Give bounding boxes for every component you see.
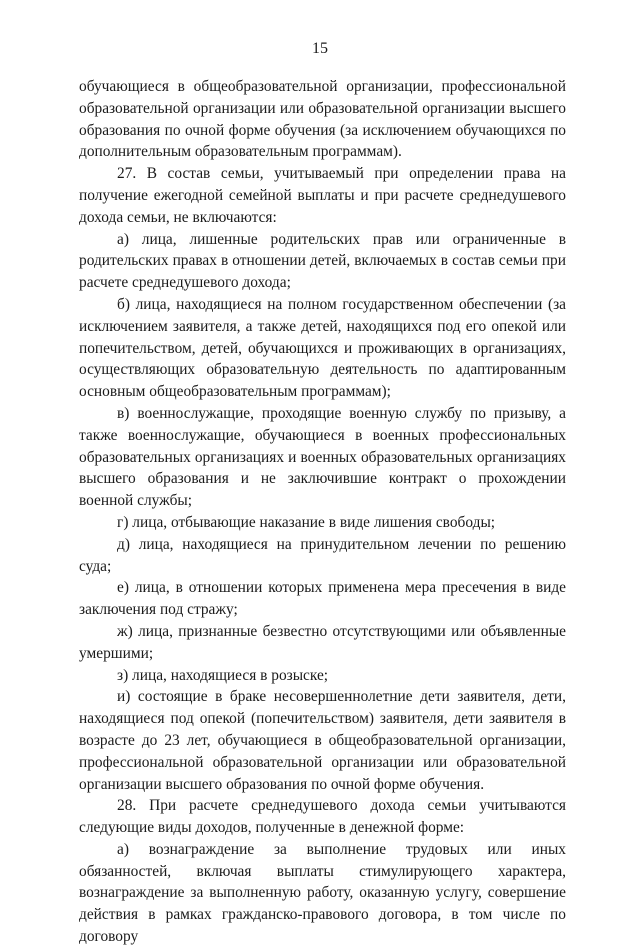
paragraph-subitem-z: з) лица, находящиеся в розыске; (117, 666, 329, 684)
page-number: 15 (312, 40, 328, 57)
paragraph-subitem-d: д) лица, находящиеся на принудительном лечении по решению суда; (79, 535, 566, 575)
document-body (79, 76, 566, 948)
paragraph-subitem-b: б) лица, находящиеся на полном государственном обеспечении (за исключением заявителя, а также детей, находящихся под его опекой или попечительством, детей, обучающихся и проживающих в организациях, осуществляющих образовательную деятельность по адаптированным основным общеобразовательным программам); (79, 295, 566, 401)
paragraph-continuation: обучающиеся в общеобразовательной организации, профессиональной образовательной организации или образовательной организации высшего образования по очной форме обучения (за исключением обучающихся по дополнительным образовательным программам). (79, 78, 566, 161)
paragraph-subitem-a: а) лица, лишенные родительских прав или ограниченные в родительских правах в отношении детей, включаемых в состав семьи при расчете среднедушевого дохода; (79, 230, 566, 292)
paragraph-subitem-i: и) состоящие в браке несовершеннолетние дети заявителя, дети, находящиеся под опекой (попечительством) заявителя, дети заявителя в возрасте до 23 лет, обучающиеся в общеобразовательной организации, профессиональной образовательной организации или образовательной организации высшего образования по очной форме обучения. (79, 688, 566, 793)
paragraph-item-28: 28. При расчете среднедушевого дохода семьи учитываются следующие виды доходов, полученные в денежной форме: (79, 797, 566, 837)
paragraph-subitem-e: е) лица, в отношении которых применена мера пресечения в виде заключения под стражу; (79, 579, 566, 619)
paragraph-subitem-g: г) лица, отбывающие наказание в виде лишения свободы; (117, 513, 496, 531)
paragraph-item-27: 27. В состав семьи, учитываемый при определении права на получение ежегодной семейной выплаты и при расчете среднедушевого дохода семьи, не включаются: (79, 165, 566, 226)
paragraph-subitem-zh: ж) лица, признанные безвестно отсутствующими или объявленные умершими; (79, 622, 566, 662)
paragraph-subitem-a-income: а) вознаграждение за выполнение трудовых или иных обязанностей, включая выплаты стимулирующего характера, вознаграждение за выполненную работу, оказанную услугу, совершение действия в рамках гражданско-правового договора, в том числе по договору (79, 840, 566, 946)
paragraph-subitem-v: в) военнослужащие, проходящие военную службу по призыву, а также военнослужащие, обучающиеся в военных профессиональных образовательных организациях и военных образовательных организациях высшего образования и не заключившие контракт о прохождении военной службы; (79, 404, 566, 510)
